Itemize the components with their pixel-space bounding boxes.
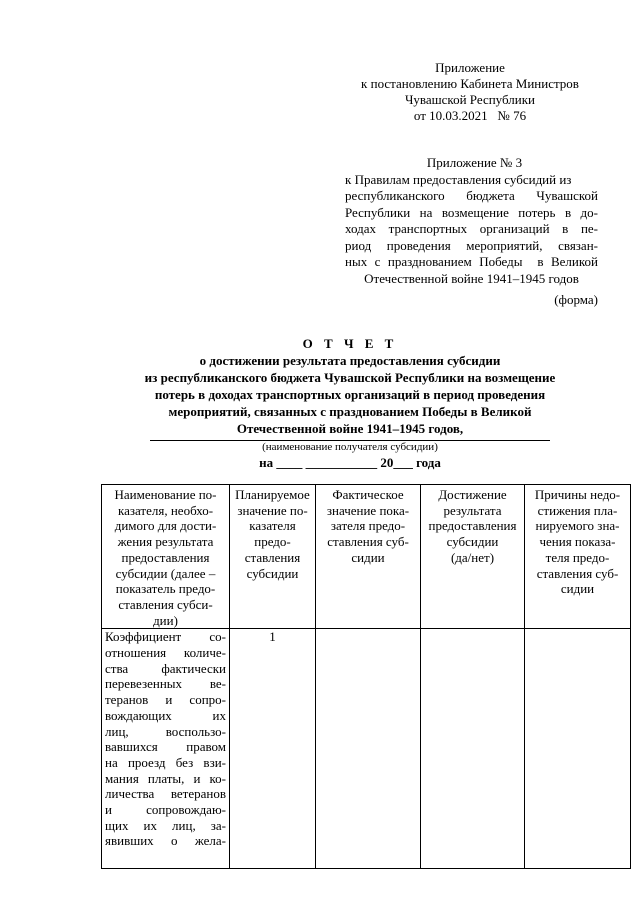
indicator-line: на проезд без взи- [105, 754, 226, 770]
report-subtitle-line: потерь в доходах транспортных организаций в период проведения [154, 387, 546, 402]
header-line: сидии [351, 549, 385, 565]
appendix3-line: риод проведения мероприятий, связан- [345, 237, 598, 253]
indicator-line: перевезенных ве- [105, 676, 226, 692]
appendix3-line: Республики на возмещение потерь в до- [345, 204, 598, 220]
header-line: казателя [249, 518, 296, 534]
header-line: Фактическое [332, 487, 404, 502]
actual-value-cell[interactable] [316, 629, 421, 869]
form-label: (форма) [554, 292, 598, 307]
indicator-line: лиц, воспользо- [105, 723, 226, 739]
header-line: предоставления [121, 549, 210, 565]
indicator-line: отношения количе- [105, 645, 226, 661]
report-subtitle-line: из республиканского бюджета Чувашской Республики на возмещение [144, 370, 556, 385]
header-line: стижения пла- [537, 502, 618, 518]
header-planned [230, 485, 316, 629]
header-line: Наименование по- [114, 487, 217, 502]
header-line: субсидии [246, 565, 299, 581]
appendix-line: Приложение [435, 60, 505, 75]
appendix3-line: к Правилам предоставления субсидий из [345, 171, 572, 187]
header-line: (да/нет) [450, 549, 495, 565]
header-line: результата [443, 502, 502, 518]
header-actual [316, 485, 421, 629]
table-header-row [102, 485, 631, 629]
appendix-line: Чувашской Республики [404, 92, 536, 107]
period-line: на ____ ___________ 20___ года [259, 455, 441, 470]
reasons-cell[interactable] [525, 629, 631, 869]
header-line: жения результата [117, 534, 214, 550]
indicator-line: мания платы, и ко- [105, 770, 226, 786]
report-table [101, 484, 631, 869]
report-subtitle-line: Отечественной войне 1941–1945 годов, [236, 421, 464, 436]
report-title: О Т Ч Е Т [302, 336, 398, 351]
header-line: ставления суб- [327, 534, 409, 550]
table-row [102, 629, 631, 869]
header-line: значение по- [237, 502, 308, 518]
report-subtitle-line: о достижении результата предоставления субсидии [199, 353, 501, 368]
indicator-line: личества ветеранов [105, 786, 226, 802]
header-line: субсидии [446, 534, 499, 550]
header-line: субсидии (далее – [115, 565, 216, 581]
header-line: сидии [560, 581, 595, 597]
header-line: зателя предо- [330, 518, 406, 534]
header-line: ставления субси- [118, 596, 213, 612]
appendix3-block [345, 155, 598, 287]
report-subtitle [100, 352, 600, 437]
appendix-line: к постановлению Кабинета Министров [361, 76, 579, 91]
header-line: значение пока- [326, 502, 410, 518]
indicator-line: вождающих их [105, 707, 226, 723]
indicator-line: вавшихся правом [105, 739, 226, 755]
indicator-line: явивших о жела- [105, 833, 226, 849]
planned-value-cell: 1 [230, 629, 316, 869]
report-subtitle-line: мероприятий, связанных с празднованием Победы в Великой [168, 404, 532, 419]
header-line: казателя, необхо- [117, 502, 214, 518]
indicator-line: щих их лиц, за- [105, 817, 226, 833]
appendix3-line: ходах транспортных организаций в пе- [345, 221, 598, 236]
header-line: димого для дости- [114, 518, 217, 534]
header-line: Планируемое [235, 487, 310, 502]
header-indicator [102, 485, 230, 629]
indicator-cell [102, 629, 230, 869]
header-line: дии) [153, 612, 178, 628]
appendix3-line: ных с празднованием Победы в Великой [345, 254, 598, 269]
appendix-header [330, 60, 610, 124]
appendix-line: от 10.03.2021 № 76 [413, 108, 527, 123]
header-line: теля предо- [545, 549, 610, 565]
header-achieved [421, 485, 525, 629]
header-line: Причины недо- [534, 487, 621, 502]
appendix3-line: республиканского бюджета Чувашской [345, 188, 598, 203]
appendix3-last-line: Отечественной войне 1941–1945 годов [364, 270, 579, 286]
indicator-line: ства фактически [105, 660, 226, 676]
indicator-line: теранов и сопро- [105, 692, 226, 708]
header-line: нируемого зна- [535, 518, 620, 534]
appendix3-title: Приложение № 3 [426, 155, 523, 170]
header-line: Достижение [438, 487, 507, 502]
header-line: предо- [254, 534, 291, 550]
header-reasons [525, 485, 631, 629]
recipient-caption: (наименование получателя субсидии) [262, 441, 438, 453]
header-line: ставления [244, 549, 301, 565]
header-line: ставления суб- [536, 565, 619, 581]
header-line: чения показа- [539, 534, 616, 550]
achieved-cell[interactable] [421, 629, 525, 869]
indicator-line: Коэффициент со- [105, 629, 226, 645]
indicator-line: и сопровождаю- [105, 802, 226, 818]
header-line: показатель предо- [115, 581, 216, 597]
header-line: предоставления [428, 518, 517, 534]
